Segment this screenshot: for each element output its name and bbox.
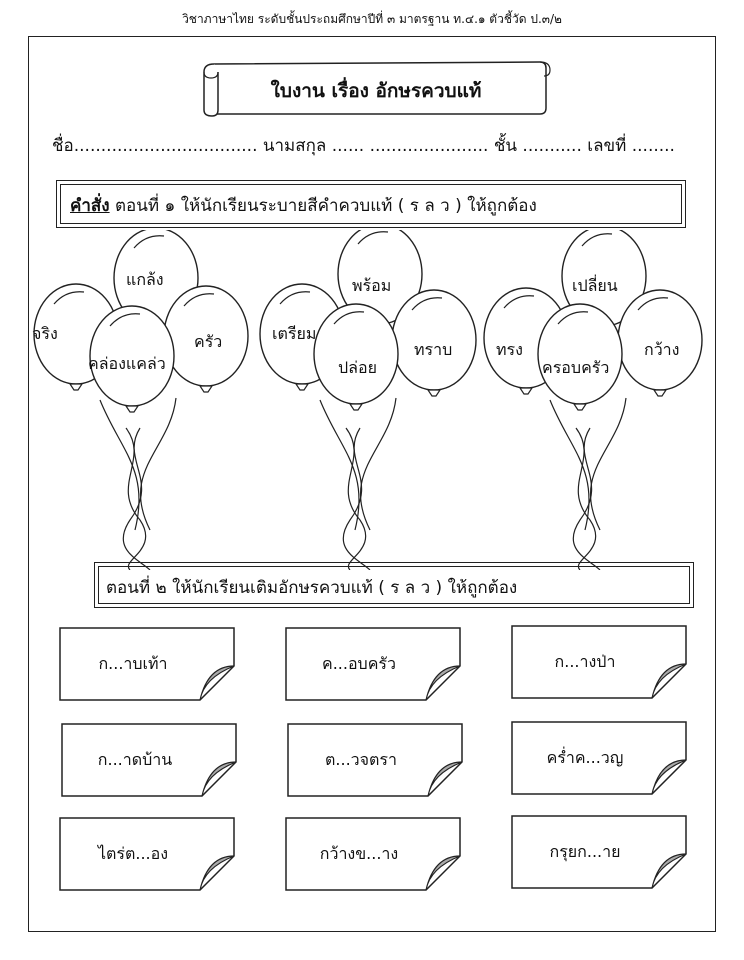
fill-card[interactable]: [58, 626, 236, 702]
card-word: ไตร่ต...อง: [97, 844, 169, 863]
balloon-word[interactable]: ทรง: [496, 340, 523, 359]
balloon-word[interactable]: ทราบ: [414, 340, 453, 359]
balloon-word[interactable]: เตรียม: [272, 324, 317, 343]
balloon-word[interactable]: พร้อม: [352, 276, 392, 295]
fill-card[interactable]: [510, 814, 688, 890]
card-word: คร่ำค...วญ: [546, 748, 624, 767]
balloon-word[interactable]: แกล้ง: [126, 270, 164, 289]
balloon-word[interactable]: จริง: [32, 324, 58, 343]
card-word: ค...อบครัว: [321, 654, 396, 673]
command-label: คำสั่ง: [70, 196, 110, 216]
balloon-word[interactable]: ปล่อย: [338, 358, 377, 377]
card-word: กรุยก...าย: [549, 842, 621, 861]
fill-card[interactable]: [284, 816, 462, 892]
worksheet-header: วิชาภาษาไทย ระดับชั้นประถมศึกษาปีที่ ๓ มาตรฐาน ท.๔.๑ ตัวชี้วัด ป.๓/๒: [182, 12, 562, 26]
balloon-word[interactable]: กว้าง: [644, 340, 680, 359]
fill-card[interactable]: [510, 624, 688, 700]
card-word: ต...วจตรา: [325, 750, 397, 769]
fill-card[interactable]: [510, 720, 688, 796]
part2-instruction: ตอนที่ ๒ ให้นักเรียนเติมอักษรควบแท้ ( ร ล ว ) ให้ถูกต้อง: [106, 578, 518, 598]
balloon-word[interactable]: ครัว: [194, 332, 223, 351]
card-word: ก...าบเท้า: [98, 654, 168, 673]
fill-card[interactable]: [286, 722, 464, 798]
part1-instruction: [70, 192, 537, 219]
fill-card[interactable]: [58, 816, 236, 892]
balloon-word[interactable]: เปลี่ยน: [572, 276, 618, 295]
fill-card[interactable]: [60, 722, 238, 798]
part1-text: ตอนที่ ๑ ให้นักเรียนระบายสีคำควบแท้ ( ร ล ว ) ให้ถูกต้อง: [115, 196, 537, 216]
card-word: ก...าดบ้าน: [97, 750, 173, 769]
page-title: ใบงาน เรื่อง อักษรควบแท้: [270, 80, 482, 102]
balloon-word[interactable]: คล่องแคล่ว: [88, 354, 166, 373]
student-info-line: ชื่อ.................................. นามสกุล ...... ...................... ชั้น ........... เลขที่ ........: [52, 136, 675, 156]
balloon-word[interactable]: ครอบครัว: [542, 358, 610, 377]
card-word: ก...างป่า: [554, 652, 616, 671]
card-word: กว้างข...าง: [319, 844, 399, 863]
fill-card[interactable]: [284, 626, 462, 702]
